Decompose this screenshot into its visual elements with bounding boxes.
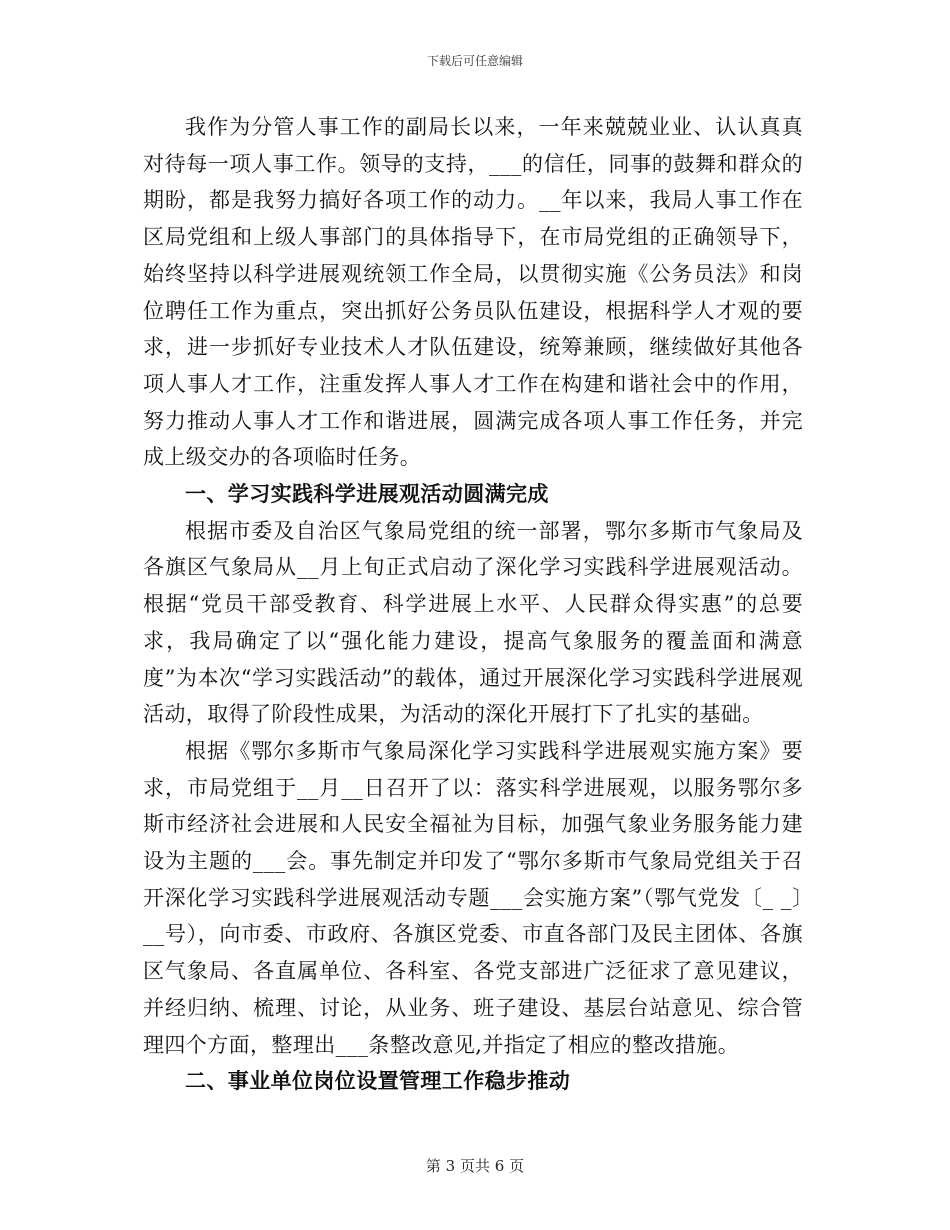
section-1-paragraph-2: 根据《鄂尔多斯市气象局深化学习实践科学进展观实施方案》要求，市局党组于__月__日召开了以：落实科学进展观，以服务鄂尔多斯市经济社会进展和人民安全福祉为目标，加强气象业务服务能力建设为主题的___会。事先制定并印发了“鄂尔多斯市气象局党组关于召开深化学习实践科学进展观活动专题___会实施方案”（鄂气党发〔_ _〕__号），向市委、市政府、各旗区党委、市直各部门及民主团体、各旗区气象局、各直属单位、各科室、各党支部进广泛征求了意见建议，并经归纳、梳理、讨论，从业务、班子建设、基层台站意见、综合管理四个方面，整理出___条整改意见,并指定了相应的整改措施。 [143, 738, 803, 1057]
intro-paragraph: 我作为分管人事工作的副局长以来，一年来兢兢业业、认认真真对待每一项人事工作。领导的支持，___的信任，同事的鼓舞和群众的期盼，都是我努力搞好各项工作的动力。__年以来，我局人事工作在区局党组和上级人事部门的具体指导下，在市局党组的正确领导下，始终坚持以科学进展观统领工作全局，以贯彻实施《公务员法》和岗位聘任工作为重点，突出抓好公务员队伍建设，根据科学人才观的要求，进一步抓好专业技术人才队伍建设，统筹兼顾，继续做好其他各项人事人才工作，注重发挥人事人才工作在构建和谐社会中的作用，努力推动人事人才工作和谐进展，圆满完成各项人事工作任务，并完成上级交办的各项临时任务。 [143, 115, 803, 470]
document-body [143, 109, 803, 1100]
page-footer: 第 3 页共 6 页 [425, 1157, 525, 1175]
section-heading-2: 二、事业单位岗位设置管理工作稳步推动 [185, 1068, 571, 1094]
page-header: 下载后可任意编辑 [426, 54, 523, 68]
section-1-paragraph-1: 根据市委及自治区气象局党组的统一部署，鄂尔多斯市气象局及各旗区气象局从__月上旬正式启动了深化学习实践科学进展观活动。根据“党员干部受教育、科学进展上水平、人民群众得实惠”的总要求，我局确定了以“强化能力建设，提高气象服务的覆盖面和满意度”为本次“学习实践活动”的载体，通过开展深化学习实践科学进展观活动，取得了阶段性成果，为活动的深化开展打下了扎实的基础。 [143, 518, 803, 727]
section-heading-1: 一、学习实践科学进展观活动圆满完成 [185, 481, 549, 507]
